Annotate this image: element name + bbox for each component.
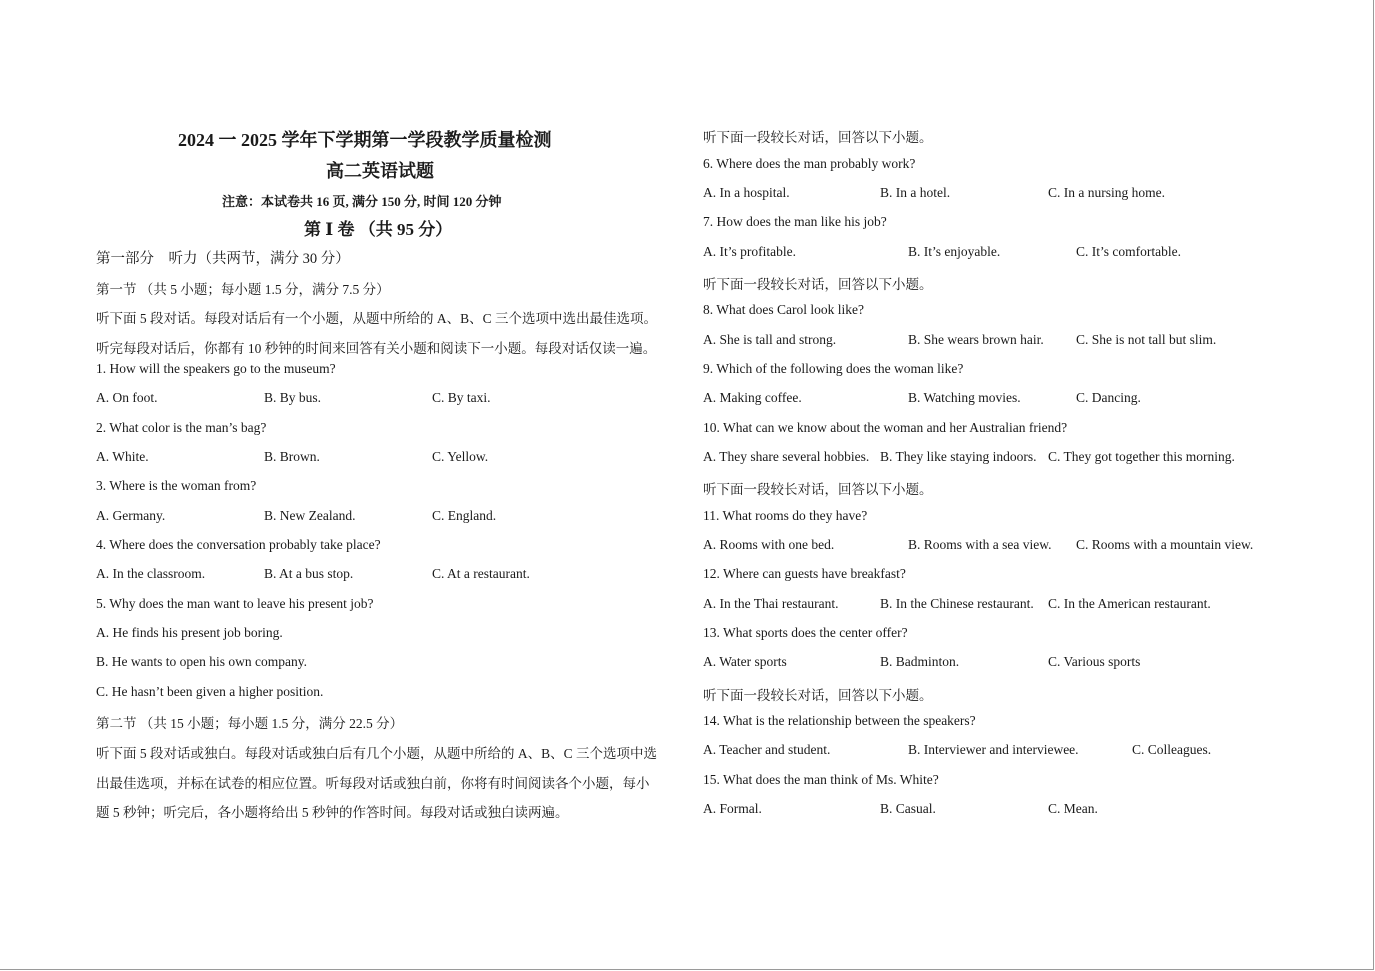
option-a: A. Teacher and student. — [703, 742, 831, 757]
option-c: C. By taxi. — [432, 390, 491, 405]
exam-notice: 注意：本试卷共 16 页, 满分 150 分, 时间 120 分钟 — [222, 194, 502, 209]
option-c: C. In the American restaurant. — [1048, 596, 1211, 611]
question-10: 10. What can we know about the woman and her Australian friend? — [703, 420, 1068, 435]
dialogue-intro: 听下面一段较长对话，回答以下小题。 — [703, 482, 933, 497]
option-c: C. Rooms with a mountain view. — [1076, 537, 1254, 552]
option-b: B. They like staying indoors. — [880, 449, 1037, 464]
option-b: B. Watching movies. — [908, 390, 1021, 405]
option-c: C. They got together this morning. — [1048, 449, 1235, 464]
option-b: B. In a hotel. — [880, 185, 951, 200]
option-b: B. At a bus stop. — [264, 566, 354, 581]
option-b: B. Rooms with a sea view. — [908, 537, 1052, 552]
option-a: A. In the Thai restaurant. — [703, 596, 839, 611]
question-4: 4. Where does the conversation probably take place? — [96, 537, 381, 552]
question-15: 15. What does the man think of Ms. White? — [703, 772, 939, 787]
question-8: 8. What does Carol look like? — [703, 302, 864, 317]
option-a: A. Making coffee. — [703, 390, 802, 405]
option-c: C. Dancing. — [1076, 390, 1141, 405]
option-a: A. They share several hobbies. — [703, 449, 870, 464]
option-a: A. In the classroom. — [96, 566, 206, 581]
option-b: B. In the Chinese restaurant. — [880, 596, 1034, 611]
option-b: B. By bus. — [264, 390, 322, 405]
section1-instruction-1: 听下面 5 段对话。每段对话后有一个小题，从题中所给的 A、B、C 三个选项中选出最佳选项。 — [96, 311, 658, 326]
option-b: B. It’s enjoyable. — [908, 244, 1001, 259]
option-a: A. It’s profitable. — [703, 244, 796, 259]
section2-instruction-1: 听下面 5 段对话或独白。每段对话或独白后有几个小题，从题中所给的 A、B、C 三个选项中选 — [96, 746, 658, 761]
dialogue-intro: 听下面一段较长对话，回答以下小题。 — [703, 130, 933, 145]
option-a: A. Rooms with one bed. — [703, 537, 835, 552]
option-c: C. It’s comfortable. — [1076, 244, 1181, 259]
question-7: 7. How does the man like his job? — [703, 214, 887, 229]
section2-instruction-2: 出最佳选项，并标在试卷的相应位置。听每段对话或独白前，你将有时间阅读各个小题，每小 — [96, 776, 650, 791]
question-5: 5. Why does the man want to leave his present job? — [96, 596, 374, 611]
question-12: 12. Where can guests have breakfast? — [703, 566, 906, 581]
option-b: B. She wears brown hair. — [908, 332, 1044, 347]
question-3: 3. Where is the woman from? — [96, 478, 257, 493]
section1-instruction-2: 听完每段对话后，你都有 10 秒钟的时间来回答有关小题和阅读下一小题。每段对话仅读一遍。 — [96, 341, 657, 356]
option-c: C. At a restaurant. — [432, 566, 530, 581]
option-b: B. Casual. — [880, 801, 936, 816]
question-13: 13. What sports does the center offer? — [703, 625, 908, 640]
question-14: 14. What is the relationship between the speakers? — [703, 713, 976, 728]
section2-heading: 第二节 （共 15 小题；每小题 1.5 分，满分 22.5 分） — [96, 716, 404, 731]
option-a: A. Germany. — [96, 508, 166, 523]
option-c: C. She is not tall but slim. — [1076, 332, 1217, 347]
question-6: 6. Where does the man probably work? — [703, 156, 916, 171]
option-b: B. Interviewer and interviewee. — [908, 742, 1079, 757]
option-c: C. Colleagues. — [1132, 742, 1212, 757]
option-c: C. In a nursing home. — [1048, 185, 1165, 200]
option-c: C. Mean. — [1048, 801, 1098, 816]
dialogue-intro: 听下面一段较长对话，回答以下小题。 — [703, 277, 933, 292]
option-a: A. White. — [96, 449, 149, 464]
option-a: A. He finds his present job boring. — [96, 625, 283, 640]
section2-instruction-3: 题 5 秒钟；听完后，各小题将给出 5 秒钟的作答时间。每段对话或独白读两遍。 — [96, 805, 569, 820]
option-b: B. He wants to open his own company. — [96, 654, 307, 669]
question-9: 9. Which of the following does the woman like? — [703, 361, 964, 376]
option-a: A. In a hospital. — [703, 185, 790, 200]
exam-title: 2024 一 2025 学年下学期第一学段教学质量检测 — [178, 130, 552, 150]
option-a: A. Formal. — [703, 801, 762, 816]
option-c: C. He hasn’t been given a higher position. — [96, 684, 324, 699]
option-c: C. Various sports — [1048, 654, 1141, 669]
option-a: A. Water sports — [703, 654, 787, 669]
option-c: C. England. — [432, 508, 497, 523]
question-1: 1. How will the speakers go to the museum? — [96, 361, 336, 376]
option-b: B. Brown. — [264, 449, 320, 464]
option-c: C. Yellow. — [432, 449, 489, 464]
exam-subtitle: 高二英语试题 — [326, 161, 434, 181]
option-b: B. Badminton. — [880, 654, 960, 669]
question-11: 11. What rooms do they have? — [703, 508, 868, 523]
option-a: A. She is tall and strong. — [703, 332, 837, 347]
part1-heading: 第一部分 听力（共两节，满分 30 分） — [96, 251, 350, 267]
volume-heading: 第 Ⅰ 卷 （共 95 分） — [304, 220, 453, 239]
section1-heading: 第一节 （共 5 小题；每小题 1.5 分，满分 7.5 分） — [96, 282, 390, 297]
dialogue-intro: 听下面一段较长对话，回答以下小题。 — [703, 688, 933, 703]
option-b: B. New Zealand. — [264, 508, 356, 523]
question-2: 2. What color is the man’s bag? — [96, 420, 267, 435]
option-a: A. On foot. — [96, 390, 158, 405]
